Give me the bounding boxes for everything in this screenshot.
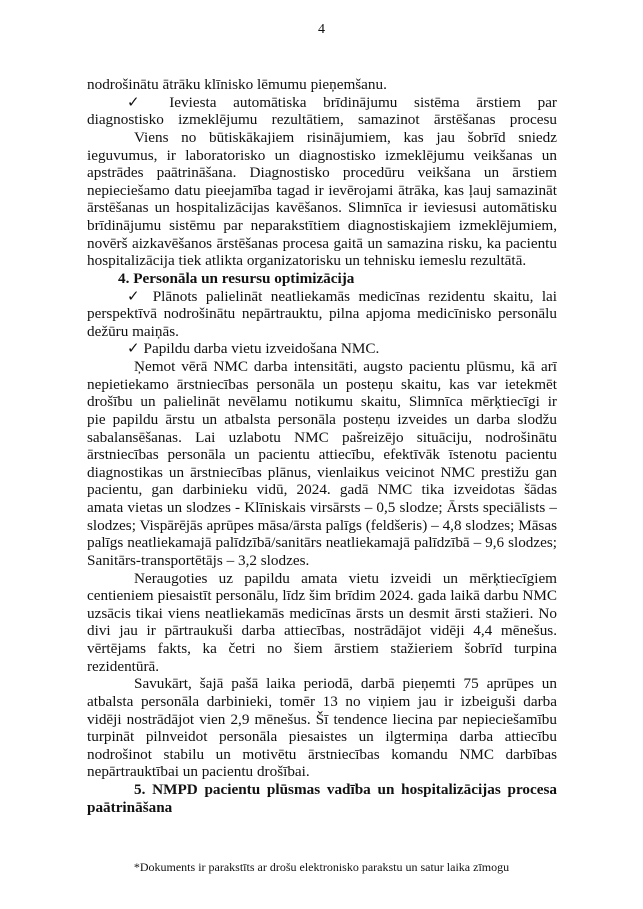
checklist-item: [87, 288, 557, 341]
text-line: Viens no būtiskākajiem risinājumiem, kas jau šobrīd sniedz: [134, 128, 557, 146]
text-line: diagnostikas un ārstniecības plānus, vienlaikus veicinot NMC prestižu gan: [87, 463, 557, 481]
text-line: hospitalizācija tiek atlikta organizatorisku un tehnisku iemeslu rezultātā.: [87, 252, 527, 270]
paragraph: [87, 129, 557, 270]
text-line: Sanitārs-transportētājs – 3,2 slodzes.: [87, 551, 310, 569]
paragraph: [87, 358, 557, 570]
text-line: nepietiekamo ārstniecības personāla un posteņu skaitu, kas var ietekmēt: [87, 375, 557, 393]
text-line: ✓ Ieviesta automātiska brīdinājumu sistēma ārstiem par: [127, 93, 557, 111]
text-line: Ņemot vērā NMC darba intensitāti, augsto pacientu plūsmu, kā arī: [134, 358, 557, 375]
checklist-item: [87, 340, 557, 358]
text-line: amata vietas un slodzes - Klīniskais virsārsts – 0,5 slodze; Ārsts speciālists –: [87, 499, 557, 516]
text-line: apstrādes paātrināšana. Diagnostisko procedūru veikšana un ārstiem: [87, 164, 557, 182]
document-body: [87, 76, 557, 816]
text-line: dežūru maiņās.: [87, 322, 179, 340]
text-line: nodrošinātu ātrāku klīnisko lēmumu pieņemšanu.: [87, 76, 387, 93]
text-line: palīgs neatliekamajā palīdzībā/sanitārs neatliekamajā palīdzībā – 9,6 slodzes;: [87, 534, 557, 552]
text-line: slodzes; Vispārējās aprūpes māsa/ārsta palīgs (feldšeris) – 4,8 slodzes; Māsas: [87, 516, 557, 534]
text-line: perspektīvā nodrošinātu nepārtrauktu, pilna apjoma medicīnisko personālu: [87, 305, 557, 323]
text-line: rezidentūrā.: [87, 657, 160, 675]
text-line: nepieciešamo datu pieejamība tagad ir ievērojami ātrāka, kas ļauj samazināt: [87, 181, 557, 199]
text-line: novērš aizkavēšanos ārstēšanas procesa gaitā un samazina risku, ka pacientu: [87, 234, 557, 252]
text-line: paātrināšana: [87, 798, 173, 816]
paragraph: [87, 675, 557, 781]
text-line: sabalansēšanas. Lai uzlabotu NMC pašreizējo situāciju, nodrošinātu: [87, 428, 557, 446]
text-line: ✓ Papildu darba vietu izveidošana NMC.: [127, 340, 380, 358]
text-line: diagnostisko izmeklējumu rezultātiem, samazinot ārstēšanas procesu: [87, 111, 557, 129]
text-line: Neraugoties uz papildu amata vietu izveidi un mērķtiecīgiem: [134, 569, 557, 587]
checklist-item: [87, 94, 557, 129]
text-line: nodrošinot stabilu un motivētu ārstniecības komandu NMC darbības: [87, 745, 557, 763]
text-line: uzsācis tikai viens neatliekamās medicīnas ārsts un desmit ārsti stažieri. No: [87, 604, 557, 622]
paragraph: [87, 570, 557, 676]
text-line: ieguvumus, ir laboratorisko un diagnostisko izmeklējumu veikšanas un: [87, 146, 557, 164]
text-line: divi jau ir pārtraukuši darba attiecības, nostrādājot vidēji 4,4 mēnešus.: [87, 622, 557, 640]
text-line: brīdinājumu sistēmu par neparakstītiem diagnostiskajiem izmeklējumiem,: [87, 217, 557, 234]
text-line: 5. NMPD pacientu plūsmas vadība un hospitalizācijas procesa: [134, 781, 557, 798]
signature-footnote: *Dokuments ir parakstīts ar drošu elektronisko parakstu un satur laika zīmogu: [133, 860, 510, 874]
text-line: ārstēšanas un hospitalizācijas kavēšanos. Slimnīca ir ieviesusi automātisku: [87, 199, 557, 217]
text-line: ārstniecības personāla un pacientu attiecību, efektīvāk īstenotu pacientu: [87, 446, 557, 464]
text-line: vērtējams fakts, ka četri no šiem ārstiem stažieriem šobrīd turpina: [87, 640, 557, 657]
text-line: nepārtrauktībai un pacientu drošībai.: [87, 763, 310, 781]
text-line: atbalsta personāla darbinieki, tomēr 13 no viņiem jau ir izbeiguši darba: [87, 692, 557, 710]
text-line: pie papildu ārstu un atbalsta personāla posteņu izveides un darba slodžu: [87, 410, 557, 428]
text-line: 4. Personāla un resursu optimizācija: [118, 269, 355, 287]
page-number: 4: [318, 22, 325, 37]
text-line: drošību un palielināt nevēlamu notikumu skaitu, Slimnīca mērķtiecīgi ir: [87, 393, 557, 411]
paragraph: [87, 76, 557, 94]
text-line: centieniem piesaistīt personālu, līdz šim brīdim 2024. gada laikā darbu NMC: [87, 587, 557, 605]
text-line: Savukārt, šajā pašā laika periodā, darbā pieņemti 75 aprūpes un: [134, 675, 557, 693]
text-line: pacientu, gan darbinieku vidū, 2024. gadā NMC tika izveidotas šādas: [87, 481, 557, 499]
text-line: turpināt pilnveidot personāla piesaistes un ilgtermiņa darba attiecību: [87, 728, 557, 746]
section-heading: [87, 781, 557, 816]
text-line: vidēji nostrādājot vien 2,9 mēnešus. Šī tendence liecina par nepieciešamību: [87, 710, 557, 728]
section-heading: [87, 270, 557, 288]
text-line: ✓ Plānots palielināt neatliekamās medicīnas rezidentu skaitu, lai: [127, 287, 557, 305]
